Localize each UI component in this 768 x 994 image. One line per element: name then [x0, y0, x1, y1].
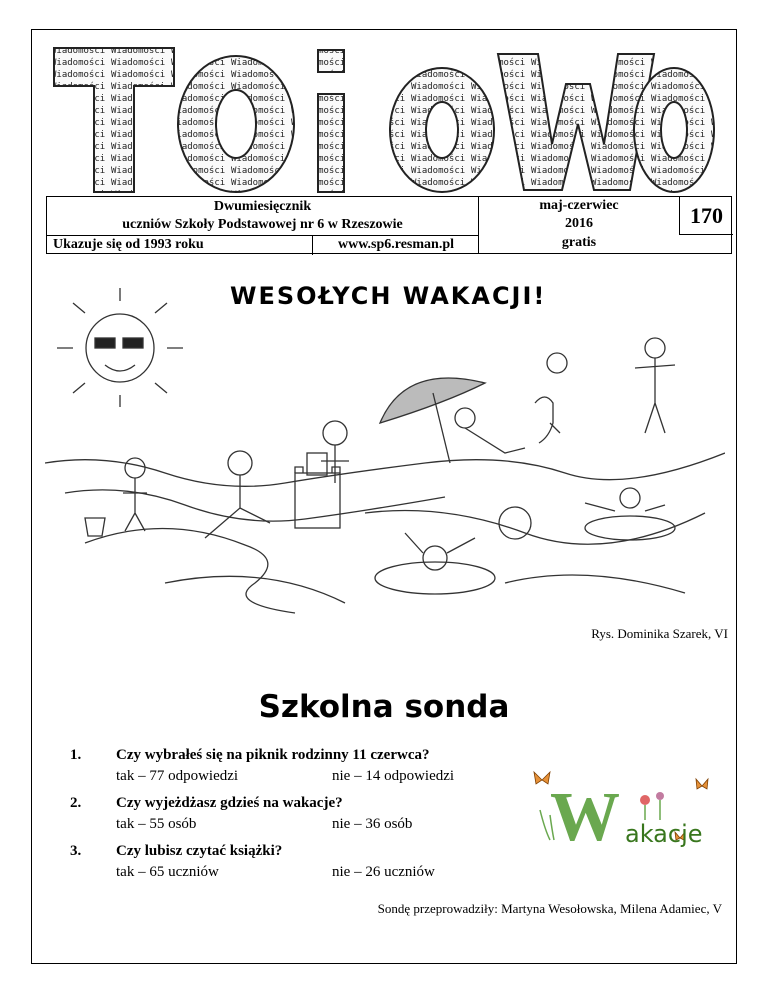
question-number: 3.	[70, 843, 82, 859]
answer-yes: tak – 65 uczniów	[116, 864, 219, 880]
masthead-title-graphic	[50, 44, 716, 194]
issue-period: maj-czerwiec	[539, 198, 619, 213]
publication-info	[47, 197, 479, 253]
ball-icon	[547, 353, 567, 373]
survey-question	[70, 795, 590, 843]
question-text: Czy wyjeżdżasz gdzieś na wakacje?	[116, 795, 343, 811]
issue-number: 170	[679, 197, 733, 235]
publishing-since: Ukazuje się od 1993 roku	[53, 237, 204, 252]
answer-yes: tak – 77 odpowiedzi	[116, 768, 239, 784]
publisher: uczniów Szkoły Podstawowej nr 6 w Rzeszowie	[122, 217, 403, 232]
question-number: 2.	[70, 795, 82, 811]
survey-question	[70, 747, 590, 795]
masthead-logo	[50, 44, 716, 194]
question-text: Czy wybrałeś się na piknik rodzinny 11 czerwca?	[116, 747, 430, 763]
butterfly-icon	[534, 772, 550, 784]
answer-no: nie – 26 uczniów	[332, 864, 435, 880]
logo-initial: W	[550, 779, 620, 856]
issue-info-box	[46, 196, 732, 254]
issue-date	[479, 197, 679, 233]
illustration-credit: Rys. Dominika Szarek, VI	[591, 626, 728, 641]
dog-icon	[535, 397, 560, 443]
survey-title: Szkolna sonda	[258, 689, 510, 725]
publication-type: Dwumiesięcznik	[213, 199, 312, 214]
question-number: 1.	[70, 747, 82, 763]
survey-authors: Sondę przeprowadziły: Martyna Wesołowska, Milena Adamiec, V	[377, 901, 722, 916]
beach-ball-icon	[499, 507, 531, 539]
survey-question	[70, 843, 590, 891]
headline: WESOŁYCH WAKACJI!	[230, 282, 547, 310]
beach-drawing	[45, 283, 725, 623]
issue-price: gratis	[561, 235, 597, 250]
logo-text: akacje	[625, 820, 703, 848]
beach-illustration	[45, 283, 725, 623]
publication-meta-row	[47, 235, 478, 254]
beach-umbrella-icon	[380, 378, 485, 463]
issue-year: 2016	[565, 216, 593, 231]
issue-details	[479, 197, 733, 253]
answer-no: nie – 36 osób	[332, 816, 413, 832]
butterfly-icon	[696, 779, 708, 789]
question-text: Czy lubisz czytać książki?	[116, 843, 283, 859]
bucket-icon	[85, 518, 105, 536]
website-link[interactable]: www.sp6.resman.pl	[312, 236, 479, 255]
sun-icon	[57, 288, 183, 407]
answer-no: nie – 14 odpowiedzi	[332, 768, 455, 784]
wakacje-logo-graphic	[520, 760, 720, 860]
wakacje-logo	[520, 760, 720, 860]
answer-yes: tak – 55 osób	[116, 816, 197, 832]
survey-list	[70, 747, 590, 891]
